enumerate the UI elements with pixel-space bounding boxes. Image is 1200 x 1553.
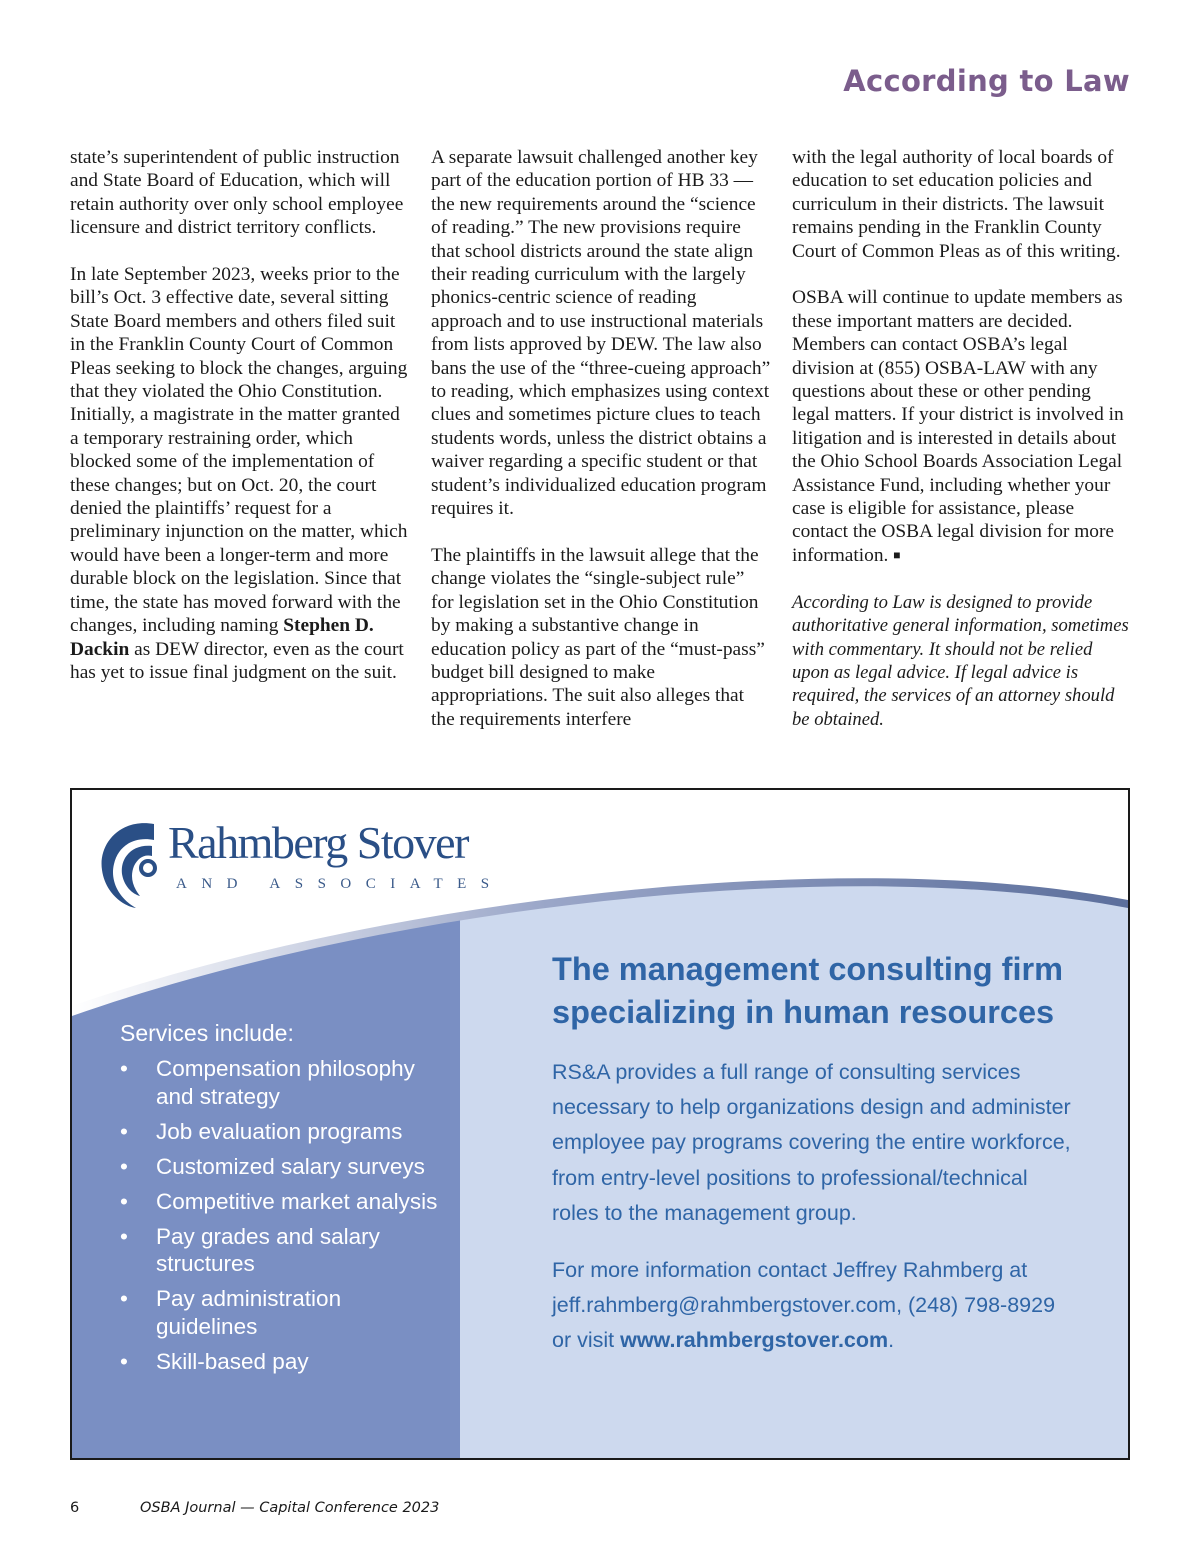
ad-copy (552, 948, 1072, 1359)
paragraph: with the legal authority of local boards of education to set education policies and curriculum in their districts. The lawsuit remains pending in the Franklin County Court of Common Pleas as of this writing. (792, 147, 1121, 262)
service-item: • Job evaluation programs (120, 1118, 440, 1146)
end-mark-icon: ■ (893, 547, 901, 562)
services-list (120, 1020, 440, 1383)
logo-subtitle: AND ASSOCIATES (176, 876, 504, 892)
website-link[interactable]: www.rahmbergstover.com (620, 1328, 889, 1353)
ad-contact: For more information contact Jeffrey Rahmberg at jeff.rahmberg@rahmbergstover.com, (248) 798-8929 or visit www.rahmbergstover.com. (552, 1258, 1056, 1353)
services-title: Services include: (120, 1020, 294, 1046)
company-logo (96, 816, 504, 912)
logo-swirl-icon (96, 816, 166, 912)
service-item: • Compensation philosophy and strategy (120, 1055, 440, 1110)
disclaimer: According to Law is designed to provide authoritative general information, sometimes with commentary. It should not be relied upon as legal advice. If legal advice is required, the services of an attorney should be obtained. (792, 591, 1129, 730)
service-item: • Skill-based pay (120, 1348, 440, 1376)
service-item: • Competitive market analysis (120, 1188, 440, 1216)
paragraph: state’s superintendent of public instruction and State Board of Education, which will retain authority over only school employee licensure and district territory conflicts. (70, 147, 404, 239)
paragraph: OSBA will continue to update members as these important matters are decided. Members can contact OSBA’s legal division at (855) OSBA-LAW with any questions about these or other pending legal matters. If your district is involved in litigation and is interested in details about the Ohio School Boards Association Legal Assistance Fund, including whether your case is eligible for assistance, please contact the OSBA legal division for more information. ■ (792, 287, 1124, 566)
paragraph: A separate lawsuit challenged another key part of the education portion of HB 33 — the new requirements around the “science of reading.” The new provisions require that school districts around the state align their reading curriculum with the largely phonics-centric science of reading approach and to use instructional materials from lists approved by DEW. The law also bans the use of the “three-cueing approach” to reading, which emphasizes using context clues and sometimes picture clues to teach students words, unless the district obtains a waiver regarding a specific student or that student’s individualized education program requires it. (431, 147, 771, 520)
service-item: • Pay administration guidelines (120, 1285, 440, 1340)
ad-headline: The management consulting firm specializing in human resources (552, 951, 1064, 1030)
page-number: 6 (70, 1500, 80, 1516)
paragraph: In late September 2023, weeks prior to the bill’s Oct. 3 effective date, several sitting State Board members and others filed suit in the Franklin County Court of Common Pleas seeking to block the changes, arguing that they violated the Ohio Constitution. Initially, a magistrate in the matter granted a temporary restraining order, which blocked some of the implementation of these changes; but on Oct. 20, the court denied the plaintiffs’ request for a preliminary injunction on the matter, which would have been a longer-term and more durable block on the legislation. Since that time, the state has moved forward with the changes, including naming Stephen D. Dackin as DEW director, even as the court has yet to issue final judgment on the suit. (70, 264, 408, 683)
advertisement (70, 788, 1130, 1460)
page-footer (70, 1500, 439, 1516)
article-column-2 (431, 146, 771, 755)
logo-name: Rahmberg Stover (168, 817, 468, 868)
article-column-3 (792, 146, 1132, 755)
journal-title: OSBA Journal — Capital Conference 2023 (140, 1500, 440, 1516)
section-title: According to Law (843, 64, 1130, 98)
paragraph: The plaintiffs in the lawsuit allege that the change violates the “single-subject rule” for legislation set in the Ohio Constitution by making a substantive change in education policy as part of the “must-pass” budget bill designed to make appropriations. The suit also alleges that the requirements interfere (431, 544, 765, 730)
ad-body: RS&A provides a full range of consulting services necessary to help organizations design and administer employee pay programs covering the entire workforce, from entry-level positions to professional/technical roles to the management group. (552, 1060, 1071, 1225)
article-column-1 (70, 146, 410, 708)
service-item: • Customized salary surveys (120, 1153, 440, 1181)
service-item: • Pay grades and salary structures (120, 1223, 440, 1278)
person-name: Stephen D. Dackin (70, 615, 374, 660)
